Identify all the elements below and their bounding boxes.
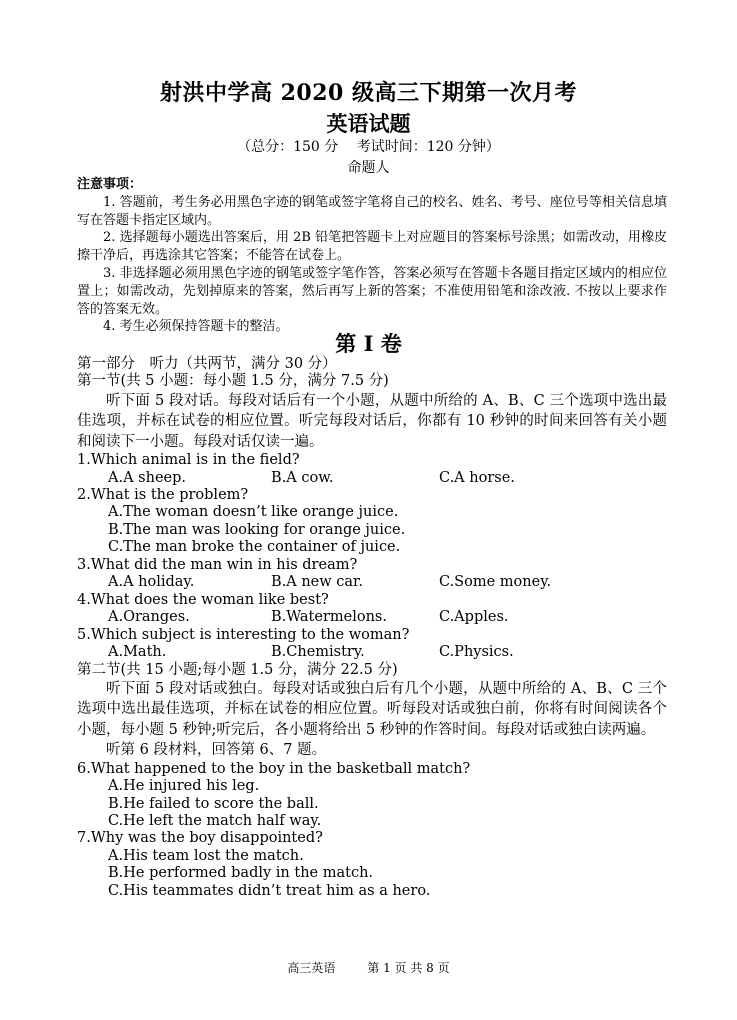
option-a: A.A sheep. [108,469,186,486]
footer-subject: 高三英语 [287,961,336,975]
option-c: C.Apples. [439,609,509,626]
note-item: 1. 答题前，考生务必用黑色字迹的钢笔或签字笔将自己的校名、姓名、考号、座位号等相关信息填写在答题卡指定区域内。 [77,194,667,228]
section2-instructions: 听下面 5 段对话或独白。每段对话或独白后有几个小题，从题中所给的 A、B、C 三个选项中选出最佳选项，并标在试卷的相应位置。听每段对话或独白前，你将有时间阅读各个小题，每小题 5 秒钟;听完后，各小题将给出 5 秒钟的作答时间。每段对话或独白读两遍。 [77,681,667,738]
option-c: C.Physics. [439,644,514,661]
volume-heading: 第 I 卷 [335,331,402,356]
option-a: A.He injured his leg. [108,778,260,795]
question-7: 7.Why was the boy disappointed? [77,830,323,847]
section2-title: 第二节(共 15 小题;每小题 1.5 分，满分 22.5 分) [77,661,398,678]
subject-title: 英语试题 [326,111,411,136]
question-4-options [77,609,667,626]
option-a: A.His team lost the match. [108,847,304,864]
option-c: C.His teammates didn’t treat him as a hero. [108,882,431,899]
page-number: 第 1 页 共 8 页 [367,961,450,975]
listening-part [77,356,667,900]
note-item: 4. 考生必须保持答题卡的整洁。 [103,319,289,335]
question-3: 3.What did the man win in his dream? [77,556,358,573]
option-b: B.He failed to score the ball. [108,795,319,812]
question-6: 6.What happened to the boy in the basketball match? [77,760,471,777]
part1-title: 第一部分 听力（共两节，满分 30 分） [77,356,337,372]
option-a: A.A holiday. [108,574,195,591]
material-6-note: 听第 6 段材料，回答第 6、7 题。 [106,742,327,759]
question-3-options [77,574,667,591]
option-b: B.Chemistry. [271,644,365,661]
question-5: 5.Which subject is interesting to the woman? [77,626,410,643]
option-b: B.The man was looking for orange juice. [108,521,406,538]
exam-title: 射洪中学高 2020 级高三下期第一次月考 [159,80,578,106]
exam-notes [77,176,667,336]
section1-instructions: 听下面 5 段对话。每段对话后有一个小题，从题中所给的 A、B、C 三个选项中选出最佳选项，并标在试卷的相应位置。听完每段对话后，你都有 10 秒钟的时间来回答有关小题和阅读下一小题。每段对话仅读一遍。 [77,392,667,450]
option-c: C.The man broke the container of juice. [108,539,401,556]
note-item: 3. 非选择题必须用黑色字迹的钢笔或签字笔作答，答案必须写在答题卡各题目指定区域内的相应位置上；如需改动，先划掉原来的答案，然后再写上新的答案；不准使用铅笔和涂改液. 不按以上要求作答的答案无效。 [77,265,667,317]
option-a: A.Math. [108,644,167,661]
question-5-options [77,644,667,661]
option-b: B.Watermelons. [271,609,387,626]
option-c: C.He left the match half way. [108,813,322,829]
page-footer [0,959,737,976]
exam-info: （总分：150 分 考试时间：120 分钟） [237,139,500,155]
question-1: 1.Which animal is in the field? [77,452,300,469]
section1-title: 第一节(共 5 小题：每小题 1.5 分，满分 7.5 分) [77,373,389,390]
question-setter: 命题人 [347,160,390,176]
question-4: 4.What does the woman like best? [77,591,329,608]
option-b: B.A cow. [271,469,334,486]
notes-heading: 注意事项： [77,177,143,192]
note-item: 2. 选择题每小题选出答案后，用 2B 铅笔把答题卡上对应题目的答案标号涂黑；如需改动，用橡皮擦干净后，再选涂其它答案；不能答在试卷上。 [77,230,667,264]
option-c: C.Some money. [439,574,552,591]
question-1-options [77,470,667,487]
option-b: B.He performed badly in the match. [108,865,374,882]
option-c: C.A horse. [439,469,515,486]
option-a: A.The woman doesn’t like orange juice. [108,504,399,521]
option-b: B.A new car. [271,574,363,591]
option-a: A.Oranges. [108,609,190,626]
question-2: 2.What is the problem? [77,487,249,504]
